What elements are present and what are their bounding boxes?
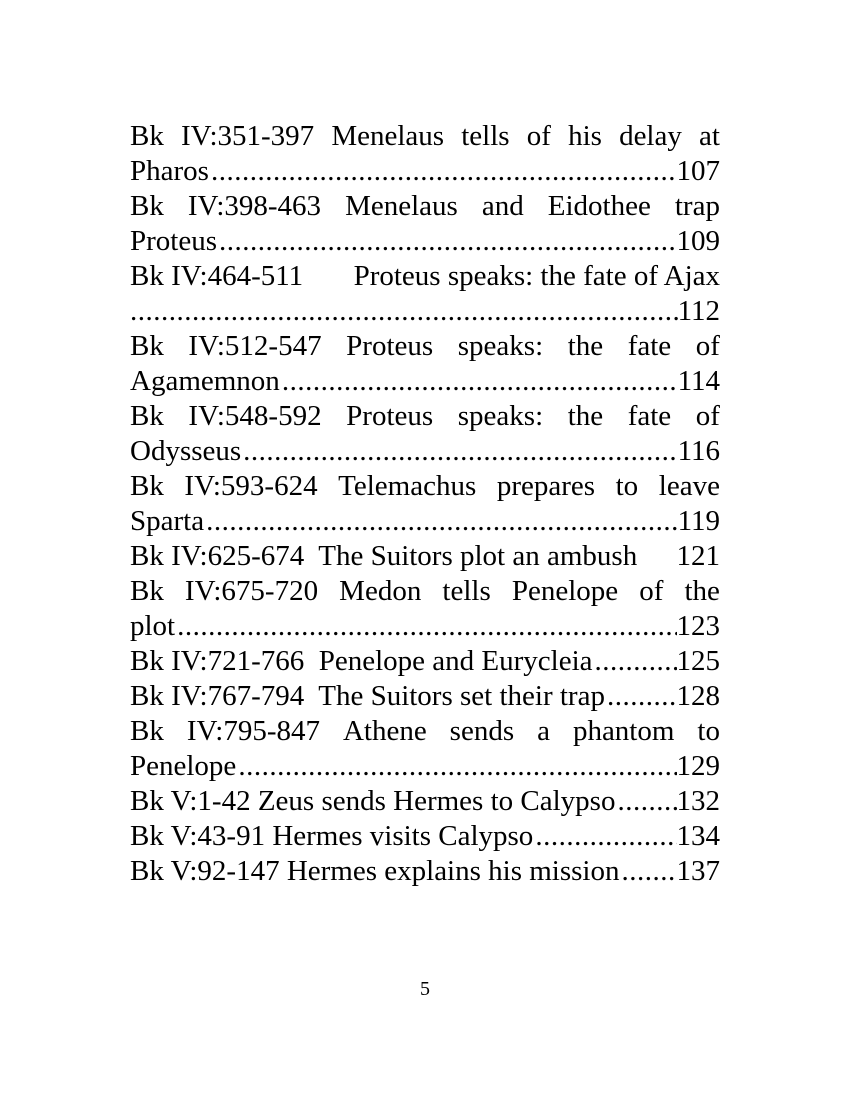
toc-entry[interactable] xyxy=(130,399,720,469)
toc-entry[interactable] xyxy=(130,189,720,259)
toc-entry-title: Sparta xyxy=(130,505,205,537)
toc-entry-word: and xyxy=(481,190,524,222)
toc-entry-word: the xyxy=(567,330,604,362)
toc-entry[interactable] xyxy=(130,819,720,854)
toc-entry-word: trap xyxy=(674,190,720,222)
toc-entry-title: Bk IV:767-794 The Suitors set their trap xyxy=(130,680,605,712)
toc-entry-word: Bk xyxy=(130,575,164,607)
toc-entry-word: Eidothee xyxy=(547,190,651,222)
toc-page-number: 128 xyxy=(676,680,720,712)
toc-page-number: 129 xyxy=(676,750,720,782)
toc-entry[interactable] xyxy=(130,259,720,329)
toc-entry-word: Bk xyxy=(130,120,164,152)
toc-entry-word: Menelaus xyxy=(331,120,445,152)
toc-entry-title: Bk V:43-91 Hermes visits Calypso xyxy=(130,820,534,852)
table-of-contents xyxy=(130,119,720,889)
toc-entry-word: Bk xyxy=(130,470,164,502)
toc-entry[interactable] xyxy=(130,329,720,399)
toc-entry-word: phantom xyxy=(572,715,675,747)
toc-entry-word: speaks: xyxy=(457,400,544,432)
toc-entry-word: Bk xyxy=(130,715,164,747)
toc-page-number: 112 xyxy=(677,295,720,327)
toc-entry-word: Menelaus xyxy=(345,190,458,222)
toc-entry-word: of xyxy=(695,330,720,362)
toc-entry-word: Bk xyxy=(130,190,164,222)
dot-leader xyxy=(204,504,677,539)
toc-entry[interactable] xyxy=(130,714,720,784)
toc-entry-word: sends xyxy=(449,715,515,747)
toc-entry-word: IV:548-592 xyxy=(188,400,322,432)
toc-entry-word: the xyxy=(567,400,604,432)
toc-entry-title: Bk IV:625-674 The Suitors plot an ambush xyxy=(130,540,638,572)
toc-entry-word: Bk xyxy=(130,400,164,432)
toc-entry-word: at xyxy=(699,120,720,152)
dot-leader xyxy=(620,854,677,889)
toc-entry-word: tells xyxy=(442,575,491,607)
page-number: 5 xyxy=(420,978,430,1000)
toc-entry-word: his xyxy=(568,120,602,152)
toc-entry-title: plot xyxy=(130,610,176,642)
toc-entry-title: Proteus xyxy=(130,225,217,257)
toc-entry-word: speaks: xyxy=(457,330,544,362)
toc-entry-word: IV:398-463 xyxy=(187,190,322,222)
toc-entry-word: Penelope xyxy=(511,575,619,607)
dot-leader xyxy=(175,609,676,644)
toc-entry-word: IV:351-397 xyxy=(181,120,315,152)
toc-page-number: 116 xyxy=(677,435,720,467)
toc-entry-word: fate xyxy=(627,330,672,362)
dot-leader xyxy=(280,364,678,399)
toc-page-number: 107 xyxy=(676,155,720,187)
toc-entry-word: IV:593-624 xyxy=(184,470,318,502)
toc-entry-word: leave xyxy=(658,470,720,502)
toc-entry[interactable] xyxy=(130,119,720,189)
toc-entry-word: Medon xyxy=(339,575,422,607)
toc-page-number: 137 xyxy=(676,855,720,887)
toc-entry[interactable] xyxy=(130,854,720,889)
toc-entry-word: Athene xyxy=(342,715,427,747)
toc-entry-title: Agamemnon xyxy=(130,365,280,397)
toc-entry-word: fate xyxy=(627,400,672,432)
toc-entry-word: Telemachus xyxy=(338,470,477,502)
toc-page-number: 132 xyxy=(676,785,720,817)
toc-entry-word: IV:795-847 xyxy=(186,715,320,747)
toc-entry-word: of xyxy=(639,575,664,607)
toc-page-number: 109 xyxy=(676,225,720,257)
toc-entry-word: IV:675-720 xyxy=(184,575,319,607)
toc-entry[interactable] xyxy=(130,469,720,539)
toc-page-number: 134 xyxy=(676,820,720,852)
toc-entry-word: a xyxy=(537,715,550,747)
toc-entry[interactable] xyxy=(130,784,720,819)
dot-leader xyxy=(241,434,677,469)
toc-entry-word: to xyxy=(697,715,720,747)
toc-entry-word: delay xyxy=(619,120,682,152)
toc-page-number: 114 xyxy=(677,365,720,397)
dot-leader xyxy=(593,644,677,679)
toc-page-number: 119 xyxy=(677,505,720,537)
toc-entry-word: prepares xyxy=(496,470,596,502)
toc-entry-title: Odysseus xyxy=(130,435,242,467)
toc-entry-section: Bk IV:464-511 xyxy=(130,260,304,292)
toc-entry[interactable] xyxy=(130,679,720,714)
toc-entry-word: IV:512-547 xyxy=(188,330,322,362)
toc-entry-title: Proteus speaks: the fate of Ajax xyxy=(353,260,720,292)
toc-entry[interactable] xyxy=(130,574,720,644)
toc-entry-title: Pharos xyxy=(130,155,209,187)
toc-entry-word: of xyxy=(695,400,720,432)
toc-entry-title: Bk IV:721-766 Penelope and Eurycleia xyxy=(130,645,593,677)
dot-leader xyxy=(615,784,676,819)
dot-leader xyxy=(217,224,677,259)
toc-entry-title: Bk V:92-147 Hermes explains his mission xyxy=(130,855,620,887)
toc-entry[interactable] xyxy=(130,539,720,574)
toc-page-number: 125 xyxy=(676,645,720,677)
toc-entry-title: Bk V:1-42 Zeus sends Hermes to Calypso xyxy=(130,785,616,817)
dot-leader xyxy=(130,294,678,329)
toc-entry-word: Proteus xyxy=(346,400,434,432)
toc-entry[interactable] xyxy=(130,644,720,679)
toc-entry-title: Penelope xyxy=(130,750,237,782)
toc-entry-word: Bk xyxy=(130,330,164,362)
toc-page-number: 121 xyxy=(676,540,720,572)
dot-leader xyxy=(605,679,677,714)
dot-leader xyxy=(533,819,676,854)
toc-entry-word: of xyxy=(526,120,551,152)
dot-leader xyxy=(209,154,677,189)
toc-entry-word: Proteus xyxy=(346,330,434,362)
toc-entry-word: to xyxy=(615,470,639,502)
toc-entry-word: tells xyxy=(461,120,510,152)
dot-leader xyxy=(236,749,676,784)
toc-entry-word: the xyxy=(684,575,720,607)
toc-page-number: 123 xyxy=(676,610,720,642)
